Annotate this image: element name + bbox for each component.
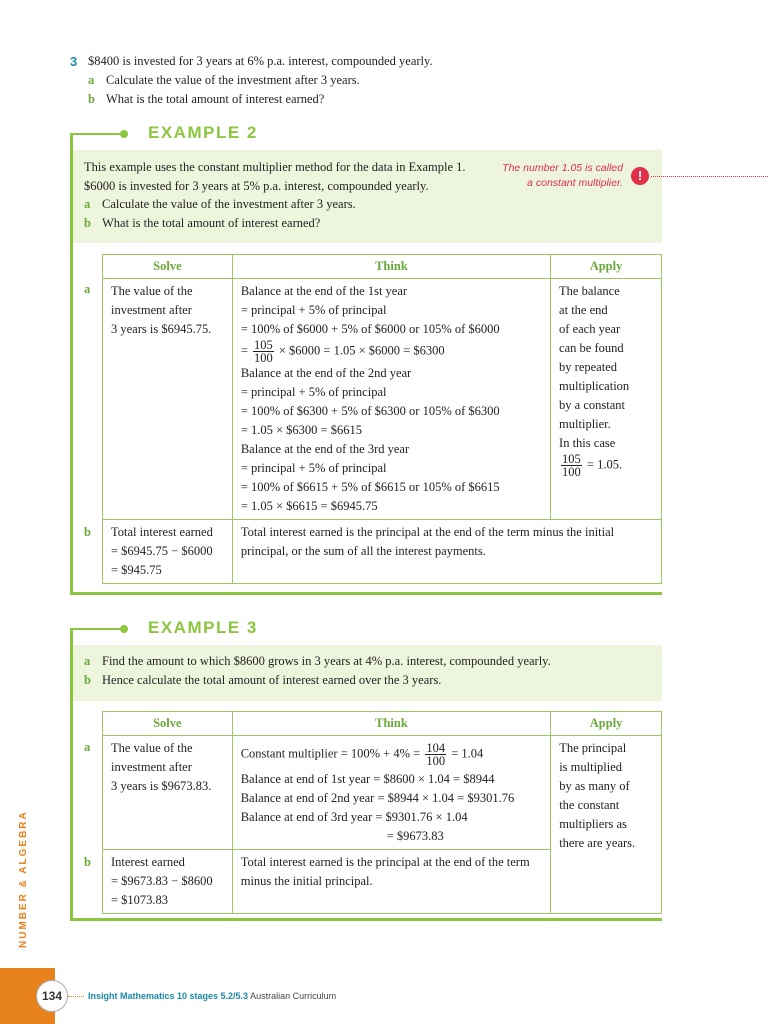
part-text: Hence calculate the total amount of interest earned over the 3 years. [102, 673, 442, 687]
solve-line: The value of the [111, 741, 193, 755]
think-cell [232, 279, 550, 520]
think-line: Balance at the end of the 3rd year [240, 442, 410, 456]
think-line: Balance at the end of the 1st year [240, 284, 408, 298]
solve-line: investment after [111, 303, 192, 317]
page-number: 134 [36, 980, 68, 1012]
example3-table [102, 711, 662, 914]
apply-line: of each year [559, 322, 621, 336]
fraction [253, 339, 274, 364]
fraction-rest: × $6000 = 1.05 × $6000 = $6300 [278, 343, 445, 358]
solve-line: = $6945.75 − $6000 [111, 544, 213, 558]
think-line: = 1.05 × $6615 = $6945.75 [240, 499, 378, 513]
question-text: $8400 is invested for 3 years at 6% p.a. interest, compounded yearly. [88, 54, 433, 68]
fraction [561, 453, 582, 478]
think-line: Total interest earned is the principal at the end of the term [240, 855, 530, 869]
book-title: Insight Mathematics 10 stages 5.2/5.3 [88, 991, 249, 1001]
apply-line: In this case [559, 436, 616, 450]
header-solve: Solve [103, 712, 233, 736]
apply-line: can be found [559, 341, 624, 355]
solve-line: The value of the [111, 284, 193, 298]
solve-line: 3 years is $9673.83. [111, 779, 212, 793]
header-think: Think [232, 255, 550, 279]
note-line-2: a constant multiplier. [527, 177, 623, 189]
apply-line: at the end [559, 303, 608, 317]
note-line-1: The number 1.05 is called [502, 162, 623, 174]
part-label: b [84, 673, 91, 687]
alert-icon: ! [631, 167, 649, 185]
solve-line: = $1073.83 [111, 893, 169, 907]
example3-header-dot [120, 625, 128, 633]
header-think: Think [232, 712, 550, 736]
think-cell [232, 736, 550, 850]
think-cell [232, 520, 661, 584]
fraction-numerator: 104 [426, 741, 446, 755]
example3-part-a [84, 654, 551, 669]
part-label: a [88, 73, 95, 87]
example2-bottom-rule [70, 592, 662, 595]
apply-line: by repeated [559, 360, 617, 374]
part-text: Calculate the value of the investment after 3 years. [102, 197, 356, 211]
think-cell [232, 850, 550, 914]
table-header-row [103, 255, 662, 279]
example3-part-b [84, 673, 441, 688]
fraction-denominator: 100 [426, 754, 446, 768]
apply-line: multipliers as [559, 817, 627, 831]
think-line: Balance at end of 3rd year = $9301.76 × 1.04 [240, 810, 468, 824]
part-label: a [84, 654, 91, 668]
think-line: Balance at end of 2nd year = $8944 × 1.04 = $9301.76 [240, 791, 515, 805]
question-3 [70, 52, 670, 109]
example2-header-rule [70, 133, 122, 135]
header-apply: Apply [551, 255, 662, 279]
think-fraction-line [241, 339, 542, 364]
fraction-denominator: 100 [562, 465, 581, 479]
think-line: principal, or the sum of all the interest payments. [240, 544, 486, 558]
part-label: b [84, 216, 91, 230]
header-solve: Solve [103, 255, 233, 279]
table-row [103, 279, 662, 520]
example3-problem-panel [73, 645, 662, 701]
think-line: = 100% of $6000 + 5% of $6000 or 105% of $6000 [240, 322, 500, 336]
apply-line: multiplier. [559, 417, 611, 431]
apply-line: the constant [559, 798, 620, 812]
section-sidebar-label: NUMBER & ALGEBRA [18, 810, 29, 948]
apply-line: by a constant [559, 398, 626, 412]
apply-line: is multiplied [559, 760, 623, 774]
apply-line: multiplication [559, 379, 630, 393]
apply-cell [551, 736, 662, 914]
row-label-b: b [84, 525, 91, 539]
fraction-numerator: 105 [254, 338, 273, 352]
solve-line: = $9673.83 − $8600 [111, 874, 213, 888]
example3-title: EXAMPLE 3 [148, 618, 258, 637]
solve-cell [103, 736, 233, 850]
part-label: b [88, 92, 95, 106]
example3-bottom-rule [70, 918, 662, 921]
footer-dotted-leader-right [68, 996, 84, 997]
solve-cell [103, 279, 233, 520]
note-dotted-leader [651, 176, 768, 177]
think-line: Balance at end of 1st year = $8600 × 1.04 = $8944 [240, 772, 495, 786]
header-apply: Apply [551, 712, 662, 736]
think-line: = principal + 5% of principal [240, 461, 387, 475]
question-part-b [70, 90, 670, 109]
think-line: Total interest earned is the principal at the end of the term minus the initial [240, 525, 615, 539]
question-number: 3 [70, 54, 78, 69]
apply-fraction-line [559, 453, 653, 478]
table-row [103, 520, 662, 584]
margin-note [480, 161, 623, 191]
think-line: = principal + 5% of principal [240, 303, 387, 317]
solve-cell [103, 520, 233, 584]
solve-line: Total interest earned [111, 525, 213, 539]
example2-intro-2: $6000 is invested for 3 years at 5% p.a. interest, compounded yearly. [84, 179, 429, 193]
multiplier-result: = 1.04 [451, 746, 484, 761]
solve-line: 3 years is $6945.75. [111, 322, 212, 336]
example2-title: EXAMPLE 2 [148, 123, 258, 142]
apply-cell [551, 279, 662, 520]
example3-header-rule [70, 628, 122, 630]
part-text: Find the amount to which $8600 grows in 3 years at 4% p.a. interest, compounded yearly. [102, 654, 551, 668]
think-line: minus the initial principal. [240, 874, 373, 888]
think-line: Balance at the end of the 2nd year [240, 366, 412, 380]
equals-sign: = [240, 343, 248, 358]
fraction-rest: = 1.05. [586, 457, 623, 472]
apply-line: The principal [559, 741, 627, 755]
think-line: = 100% of $6615 + 5% of $6615 or 105% of $6615 [240, 480, 500, 494]
think-line: = 100% of $6300 + 5% of $6300 or 105% of $6300 [240, 404, 500, 418]
example2-part-b [84, 216, 320, 231]
row-label-b: b [84, 855, 91, 869]
question-part-a [70, 71, 670, 90]
think-line: = principal + 5% of principal [240, 385, 387, 399]
think-line: = 1.05 × $6300 = $6615 [240, 423, 362, 437]
fraction-numerator: 105 [562, 452, 581, 466]
table-header-row [103, 712, 662, 736]
example2-intro-1: This example uses the constant multiplier method for the data in Example 1. [84, 160, 466, 174]
solve-line: Interest earned [111, 855, 185, 869]
example2-header-dot [120, 130, 128, 138]
table-row [103, 736, 662, 850]
solve-cell [103, 850, 233, 914]
example2-table [102, 254, 662, 584]
row-label-a: a [84, 282, 91, 296]
part-text: Calculate the value of the investment after 3 years. [106, 73, 360, 87]
apply-line: there are years. [559, 836, 636, 850]
multiplier-text: Constant multiplier = 100% + 4% = [240, 746, 421, 761]
footer-dotted-leader-left [0, 996, 36, 997]
row-label-a: a [84, 740, 91, 754]
part-label: a [84, 197, 91, 211]
curriculum-label: Australian Curriculum [250, 991, 337, 1001]
apply-line: The balance [559, 284, 620, 298]
footer-text [88, 991, 336, 1001]
solve-line: = $945.75 [111, 563, 162, 577]
fraction [425, 742, 446, 767]
fraction-denominator: 100 [254, 351, 273, 365]
apply-line: by as many of [559, 779, 630, 793]
part-text: What is the total amount of interest earned? [102, 216, 321, 230]
part-text: What is the total amount of interest earned? [106, 92, 325, 106]
solve-line: investment after [111, 760, 192, 774]
think-line: = $9673.83 [386, 829, 444, 843]
think-fraction-line [241, 742, 542, 770]
example2-part-a [84, 197, 356, 212]
